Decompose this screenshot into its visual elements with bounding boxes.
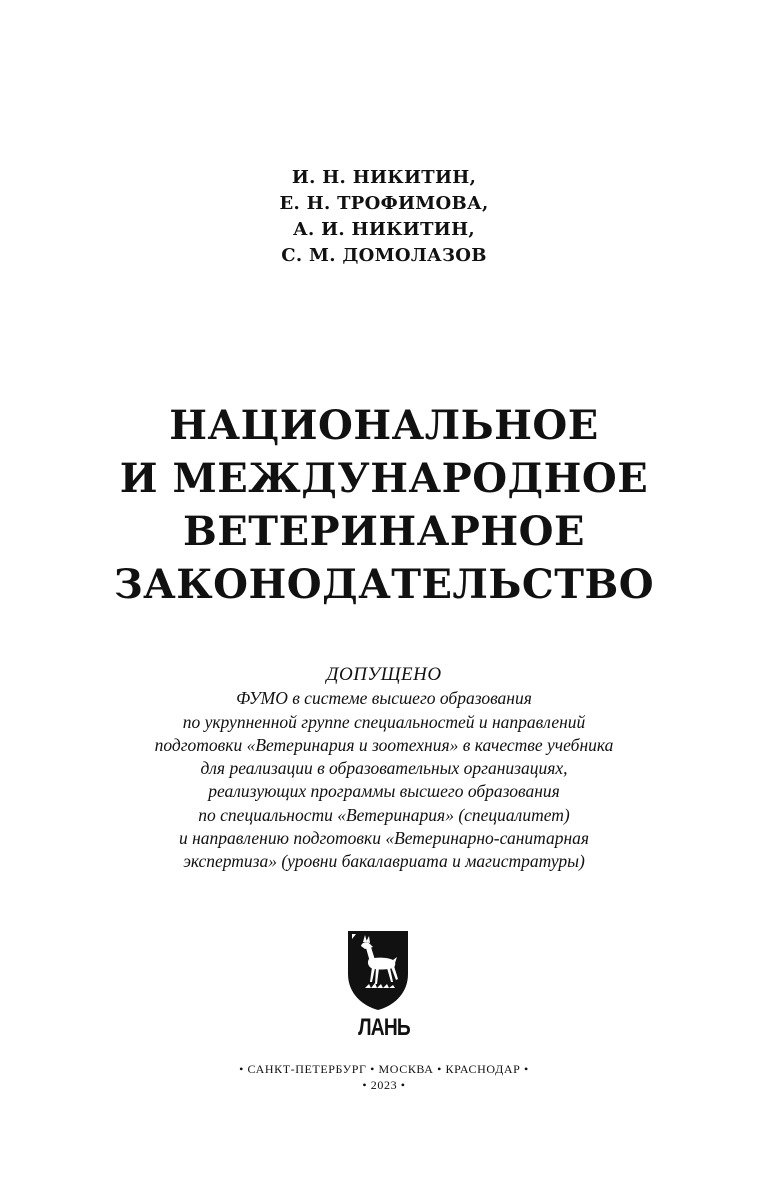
approval-line: для реализации в образовательных организациях,: [200, 758, 568, 779]
approval-heading: ДОПУЩЕНО: [326, 664, 442, 685]
publisher-cities: • САНКТ-ПЕТЕРБУРГ • МОСКВА • КРАСНОДАР •: [239, 1062, 529, 1076]
approval-line: ФУМО в системе высшего образования: [236, 688, 532, 709]
approval-line: экспертиза» (уровни бакалавриата и магистратуры): [183, 851, 585, 872]
approval-line: по укрупненной группе специальностей и направлений: [182, 711, 586, 732]
approval-line: реализующих программы высшего образования: [208, 781, 560, 802]
author-name: С. М. ДОМОЛАЗОВ: [281, 245, 487, 266]
approval-line: подготовки «Ветеринария и зоотехния» в качестве учебника: [154, 734, 614, 755]
author-name: И. Н. НИКИТИН,: [291, 167, 477, 188]
book-title-line: НАЦИОНАЛЬНОЕ: [169, 402, 599, 449]
doe-shield-icon: [347, 930, 409, 1012]
book-title: [0, 399, 768, 611]
author-name: А. И. НИКИТИН,: [292, 219, 475, 240]
book-title-line: И МЕЖДУНАРОДНОЕ: [119, 455, 649, 502]
approval-line: и направлению подготовки «Ветеринарно-санитарная: [178, 828, 590, 849]
approval-statement: [0, 663, 768, 874]
publisher-name: ЛАНЬ: [358, 1014, 410, 1041]
approval-line: по специальности «Ветеринария» (специалитет): [198, 804, 570, 825]
author-name: Е. Н. ТРОФИМОВА,: [279, 193, 489, 214]
book-title-line: ЗАКОНОДАТЕЛЬСТВО: [113, 561, 655, 608]
publication-year: • 2023 •: [362, 1078, 406, 1092]
author-list: [0, 165, 768, 269]
book-title-line: ВЕТЕРИНАРНОЕ: [183, 508, 585, 555]
